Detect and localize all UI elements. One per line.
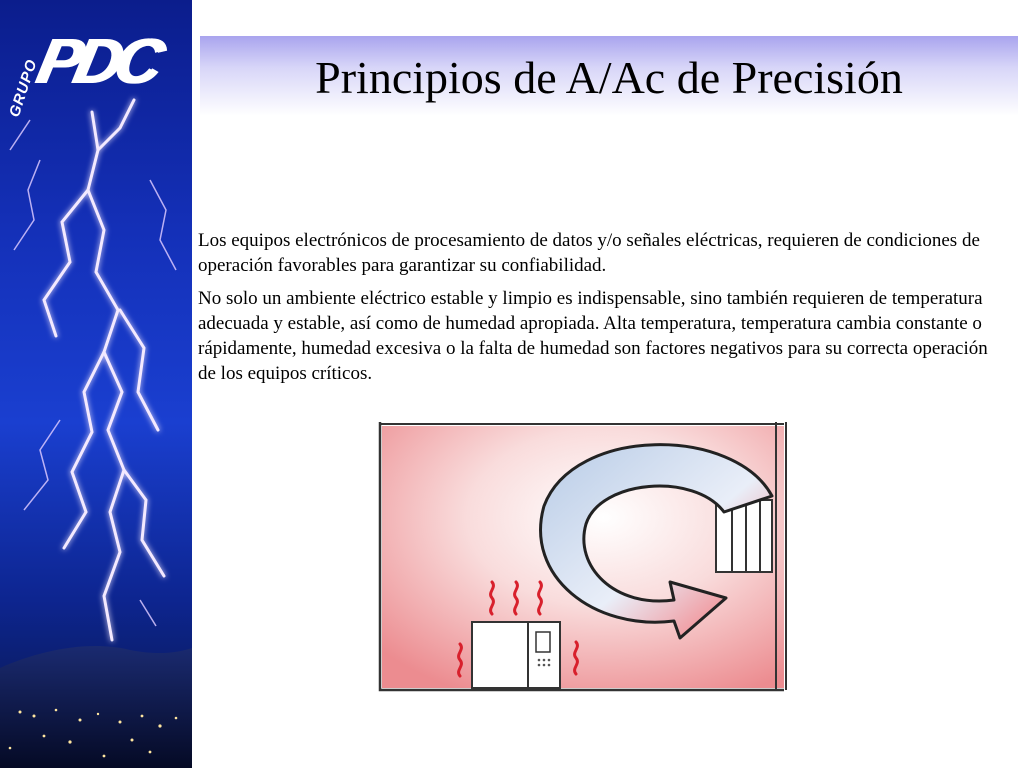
page-title: Principios de A/Ac de Precisión [315, 52, 903, 103]
logo-word: GRUPO [6, 56, 41, 120]
lightning-bolt-icon [0, 0, 192, 768]
airflow-illustration [374, 416, 794, 694]
logo-mark: PDC [30, 25, 163, 97]
body-text [198, 228, 1008, 394]
equipment-cabinet-icon [472, 622, 560, 688]
paragraph-2: No solo un ambiente eléctrico estable y limpio es indispensable, sino también requieren de temperatura adecuada y estable, así como de humedad apropiada. Alta temperatura, temperatura cambia constante o rápidamente, humedad excesiva o la falta de humedad son factores negativos para su correcta operación de los equipos críticos. [198, 288, 988, 384]
paragraph-1: Los equipos electrónicos de procesamiento de datos y/o señales eléctricas, requieren de condiciones de operación favorables para garantizar su confiabilidad. [198, 230, 980, 276]
sidebar-banner [0, 0, 192, 768]
company-logo [4, 24, 184, 120]
